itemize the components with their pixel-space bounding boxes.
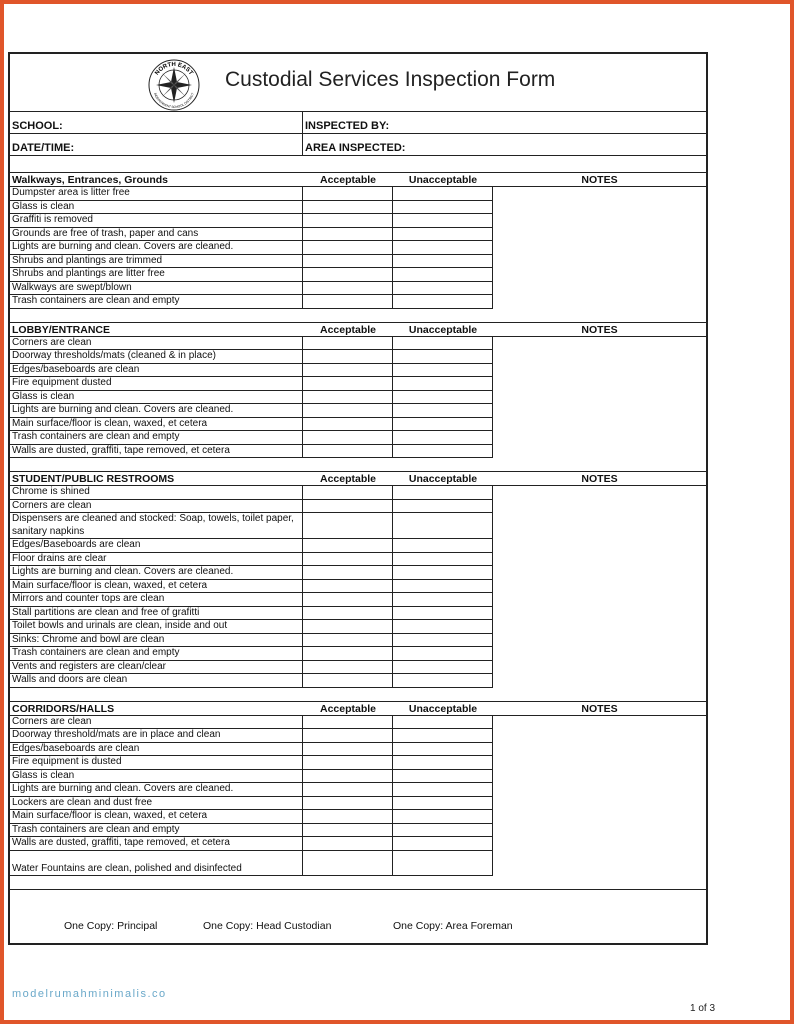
checklist-item-label: Toilet bowls and urinals are clean, inside and out [10,620,303,634]
checklist-row [10,337,706,351]
unacceptable-cell[interactable] [393,187,493,201]
notes-cell[interactable] [493,377,706,391]
unacceptable-cell[interactable] [393,201,493,215]
unacceptable-cell[interactable] [393,228,493,242]
form-title: Custodial Services Inspection Form [225,68,556,91]
notes-cell[interactable] [493,607,706,621]
unacceptable-cell[interactable] [393,268,493,282]
checklist-item-label: Corners are clean [10,716,303,730]
checklist-item-label: Corners are clean [10,500,303,514]
notes-cell[interactable] [493,743,706,757]
checklist-item-label: Doorway thresholds/mats (cleaned & in place) [10,350,303,364]
checklist-row [10,553,706,567]
unacceptable-cell[interactable] [393,647,493,661]
unacceptable-cell[interactable] [393,810,493,824]
section-header [10,173,706,187]
acceptable-cell[interactable] [303,743,393,757]
unacceptable-cell[interactable] [393,837,493,851]
checklist-item-label: Grounds are free of trash, paper and cans [10,228,303,242]
checklist-item-label: Mirrors and counter tops are clean [10,593,303,607]
unacceptable-cell[interactable] [393,337,493,351]
checklist-item-label: Fire equipment is dusted [10,756,303,770]
acceptable-cell[interactable] [303,797,393,811]
checklist-item-label: Water Fountains are clean, polished and disinfected [10,851,303,877]
section-gap [10,458,706,471]
info-row-2 [10,134,706,156]
unacceptable-cell[interactable] [393,391,493,405]
checklist-item-label: Shrubs and plantings are litter free [10,268,303,282]
inspected-by-field[interactable]: INSPECTED BY: [305,120,390,132]
checklist-sections [10,173,706,890]
checklist-row [10,729,706,743]
checklist-rows [10,337,706,459]
checklist-item-label: Trash containers are clean and empty [10,824,303,838]
checklist-item-label: Lights are burning and clean. Covers are cleaned. [10,566,303,580]
acceptable-cell[interactable] [303,674,393,688]
acceptable-cell[interactable] [303,810,393,824]
checklist-item-label: Main surface/floor is clean, waxed, et cetera [10,810,303,824]
acceptable-cell[interactable] [303,431,393,445]
notes-cell[interactable] [493,810,706,824]
acceptable-cell[interactable] [303,391,393,405]
notes-header: NOTES [581,174,618,186]
unacceptable-cell[interactable] [393,674,493,688]
checklist-section [10,702,706,891]
notes-cell[interactable] [493,214,706,228]
unacceptable-cell[interactable] [393,729,493,743]
checklist-item-label: Trash containers are clean and empty [10,431,303,445]
notes-cell[interactable] [493,539,706,553]
checklist-row [10,566,706,580]
notes-cell[interactable] [493,756,706,770]
acceptable-cell[interactable] [303,553,393,567]
checklist-item-label: Doorway threshold/mats are in place and clean [10,729,303,743]
unacceptable-cell[interactable] [393,756,493,770]
checklist-item-label: Walls and doors are clean [10,674,303,688]
acceptable-cell[interactable] [303,824,393,838]
acceptable-header: Acceptable [319,702,377,715]
compass-logo-icon [147,58,201,112]
section-header [10,702,706,716]
notes-cell[interactable] [493,404,706,418]
unacceptable-cell[interactable] [393,241,493,255]
notes-cell[interactable] [493,500,706,514]
checklist-row [10,486,706,500]
acceptable-cell[interactable] [303,837,393,851]
acceptable-cell[interactable] [303,783,393,797]
unacceptable-cell[interactable] [393,743,493,757]
acceptable-cell[interactable] [303,539,393,553]
notes-cell[interactable] [493,445,706,459]
checklist-item-label: Edges/baseboards are clean [10,743,303,757]
section-title: CORRIDORS/HALLS [12,702,115,715]
checklist-item-label: Edges/Baseboards are clean [10,539,303,553]
unacceptable-cell[interactable] [393,377,493,391]
notes-cell[interactable] [493,187,706,201]
notes-cell[interactable] [493,228,706,242]
checklist-row [10,187,706,201]
notes-cell[interactable] [493,729,706,743]
notes-cell[interactable] [493,837,706,851]
notes-cell[interactable] [493,241,706,255]
logo-top-text: NORTH EAST [154,61,194,77]
acceptable-cell[interactable] [303,647,393,661]
checklist-row [10,445,706,459]
checklist-item-label: Main surface/floor is clean, waxed, et cetera [10,580,303,594]
acceptable-cell[interactable] [303,337,393,351]
checklist-item-label: Vents and registers are clean/clear [10,661,303,675]
checklist-row [10,824,706,838]
unacceptable-cell[interactable] [393,553,493,567]
checklist-item-label: Chrome is shined [10,486,303,500]
checklist-row [10,513,706,539]
checklist-item-label: Lights are burning and clean. Covers are cleaned. [10,783,303,797]
checklist-row [10,377,706,391]
checklist-item-label: Glass is clean [10,391,303,405]
checklist-row [10,756,706,770]
area-inspected-field[interactable]: AREA INSPECTED: [305,142,406,154]
acceptable-cell[interactable] [303,566,393,580]
notes-header: NOTES [581,473,618,485]
notes-cell[interactable] [493,647,706,661]
logo-bottom-text: INDEPENDENT SCHOOL DISTRICT [152,92,196,110]
checklist-row [10,350,706,364]
acceptable-cell[interactable] [303,350,393,364]
unacceptable-cell[interactable] [393,486,493,500]
checklist-row [10,674,706,688]
form-header [10,54,706,112]
unacceptable-cell[interactable] [393,797,493,811]
checklist-row [10,647,706,661]
acceptable-cell[interactable] [303,241,393,255]
unacceptable-cell[interactable] [393,770,493,784]
acceptable-cell[interactable] [303,282,393,296]
unacceptable-cell[interactable] [393,445,493,459]
checklist-row [10,391,706,405]
unacceptable-cell[interactable] [393,593,493,607]
notes-cell[interactable] [493,350,706,364]
notes-cell[interactable] [493,391,706,405]
notes-cell[interactable] [493,770,706,784]
info-row-1 [10,112,706,134]
copy-area-foreman: One Copy: Area Foreman [393,920,513,932]
acceptable-cell[interactable] [303,201,393,215]
checklist-row [10,661,706,675]
notes-header: NOTES [581,702,618,715]
checklist-row [10,716,706,730]
checklist-row [10,214,706,228]
checklist-row [10,743,706,757]
checklist-item-label: Lights are burning and clean. Covers are cleaned. [10,404,303,418]
checklist-row [10,282,706,296]
acceptable-cell[interactable] [303,729,393,743]
notes-cell[interactable] [493,716,706,730]
acceptable-cell[interactable] [303,513,393,539]
acceptable-cell[interactable] [303,255,393,269]
checklist-row [10,255,706,269]
checklist-row [10,593,706,607]
section-gap [10,688,706,701]
unacceptable-cell[interactable] [393,364,493,378]
checklist-item-label: Dispensers are cleaned and stocked: Soap, towels, toilet paper, sanitary napkins [10,513,303,539]
acceptable-cell[interactable] [303,500,393,514]
unacceptable-cell[interactable] [393,350,493,364]
acceptable-cell[interactable] [303,770,393,784]
unacceptable-cell[interactable] [393,539,493,553]
checklist-item-label: Main surface/floor is clean, waxed, et cetera [10,418,303,432]
unacceptable-cell[interactable] [393,500,493,514]
checklist-row [10,228,706,242]
acceptable-cell[interactable] [303,445,393,459]
unacceptable-cell[interactable] [393,295,493,309]
acceptable-cell[interactable] [303,364,393,378]
notes-cell[interactable] [493,566,706,580]
school-field[interactable]: SCHOOL: [10,112,303,133]
section-header [10,472,706,486]
unacceptable-cell[interactable] [393,431,493,445]
checklist-item-label: Trash containers are clean and empty [10,647,303,661]
checklist-rows [10,486,706,688]
acceptable-cell[interactable] [303,486,393,500]
acceptable-cell[interactable] [303,716,393,730]
acceptable-cell[interactable] [303,661,393,675]
checklist-item-label: Dumpster area is litter free [10,187,303,201]
notes-cell[interactable] [493,337,706,351]
checklist-row [10,500,706,514]
notes-cell[interactable] [493,620,706,634]
checklist-row [10,295,706,309]
acceptable-cell[interactable] [303,228,393,242]
notes-cell[interactable] [493,593,706,607]
watermark: modelrumahminimalis.co [12,988,167,1000]
checklist-rows [10,716,706,877]
notes-cell[interactable] [493,580,706,594]
checklist-row [10,810,706,824]
checklist-row [10,268,706,282]
notes-cell[interactable] [493,783,706,797]
copy-principal: One Copy: Principal [64,920,158,932]
checklist-item-label: Lockers are clean and dust free [10,797,303,811]
checklist-row [10,837,706,851]
unacceptable-header: Unacceptable [408,323,478,336]
unacceptable-cell[interactable] [393,404,493,418]
acceptable-cell[interactable] [303,851,393,877]
checklist-item-label: Glass is clean [10,201,303,215]
unacceptable-cell[interactable] [393,634,493,648]
acceptable-header: Acceptable [319,473,377,485]
acceptable-cell[interactable] [303,214,393,228]
checklist-row [10,418,706,432]
checklist-item-label: Glass is clean [10,770,303,784]
checklist-item-label: Trash containers are clean and empty [10,295,303,309]
notes-cell[interactable] [493,282,706,296]
checklist-row [10,607,706,621]
acceptable-cell[interactable] [303,607,393,621]
checklist-row [10,580,706,594]
acceptable-cell[interactable] [303,634,393,648]
checklist-row [10,364,706,378]
unacceptable-cell[interactable] [393,716,493,730]
checklist-item-label: Shrubs and plantings are trimmed [10,255,303,269]
checklist-row [10,783,706,797]
notes-cell[interactable] [493,295,706,309]
acceptable-cell[interactable] [303,620,393,634]
acceptable-cell[interactable] [303,377,393,391]
notes-cell[interactable] [493,418,706,432]
unacceptable-cell[interactable] [393,255,493,269]
notes-cell[interactable] [493,201,706,215]
acceptable-cell[interactable] [303,268,393,282]
notes-cell[interactable] [493,255,706,269]
notes-cell[interactable] [493,661,706,675]
checklist-section [10,472,706,702]
page-number: 1 of 3 [690,1003,716,1014]
checklist-item-label: Walls are dusted, graffiti, tape removed, et cetera [10,445,303,459]
notes-cell[interactable] [493,797,706,811]
acceptable-header: Acceptable [319,323,377,336]
notes-cell[interactable] [493,553,706,567]
checklist-row [10,431,706,445]
notes-cell[interactable] [493,268,706,282]
checklist-item-label: Corners are clean [10,337,303,351]
section-gap [10,876,706,889]
notes-cell[interactable] [493,851,706,877]
checklist-item-label: Floor drains are clear [10,553,303,567]
unacceptable-cell[interactable] [393,783,493,797]
acceptable-cell[interactable] [303,404,393,418]
date-time-field[interactable]: DATE/TIME: [10,134,303,155]
checklist-item-label: Edges/baseboards are clean [10,364,303,378]
notes-cell[interactable] [493,364,706,378]
checklist-item-label: Walls are dusted, graffiti, tape removed, et cetera [10,837,303,851]
acceptable-cell[interactable] [303,187,393,201]
unacceptable-cell[interactable] [393,214,493,228]
unacceptable-cell[interactable] [393,418,493,432]
checklist-row [10,404,706,418]
checklist-item-label: Fire equipment dusted [10,377,303,391]
section-title: LOBBY/ENTRANCE [12,323,111,336]
checklist-row [10,241,706,255]
checklist-row [10,770,706,784]
checklist-item-label: Stall partitions are clean and free of grafitti [10,607,303,621]
checklist-row [10,851,706,877]
checklist-row [10,634,706,648]
notes-cell[interactable] [493,486,706,500]
unacceptable-cell[interactable] [393,620,493,634]
acceptable-cell[interactable] [303,580,393,594]
unacceptable-cell[interactable] [393,580,493,594]
notes-cell[interactable] [493,674,706,688]
checklist-item-label: Walkways are swept/blown [10,282,303,296]
checklist-item-label: Graffiti is removed [10,214,303,228]
acceptable-cell[interactable] [303,756,393,770]
unacceptable-header: Unacceptable [408,702,478,715]
unacceptable-cell[interactable] [393,851,493,877]
unacceptable-header: Unacceptable [408,174,478,186]
checklist-section [10,323,706,473]
unacceptable-cell[interactable] [393,824,493,838]
section-header [10,323,706,337]
notes-cell[interactable] [493,634,706,648]
notes-cell[interactable] [493,431,706,445]
section-gap [10,309,706,322]
unacceptable-cell[interactable] [393,607,493,621]
checklist-row [10,539,706,553]
spacer [10,156,706,173]
checklist-item-label: Sinks: Chrome and bowl are clean [10,634,303,648]
notes-cell[interactable] [493,824,706,838]
inspection-form [8,52,708,945]
checklist-section [10,173,706,323]
checklist-item-label: Lights are burning and clean. Covers are cleaned. [10,241,303,255]
acceptable-cell[interactable] [303,295,393,309]
notes-cell[interactable] [493,513,706,539]
unacceptable-cell[interactable] [393,661,493,675]
unacceptable-cell[interactable] [393,282,493,296]
section-title: STUDENT/PUBLIC RESTROOMS [12,473,175,485]
copy-head-custodian: One Copy: Head Custodian [203,920,332,932]
checklist-row [10,201,706,215]
acceptable-cell[interactable] [303,418,393,432]
notes-header: NOTES [581,323,618,336]
checklist-rows [10,187,706,309]
section-title: Walkways, Entrances, Grounds [12,174,168,186]
unacceptable-header: Unacceptable [408,473,478,485]
checklist-row [10,620,706,634]
acceptable-header: Acceptable [319,174,377,186]
checklist-row [10,797,706,811]
unacceptable-cell[interactable] [393,513,493,539]
acceptable-cell[interactable] [303,593,393,607]
unacceptable-cell[interactable] [393,566,493,580]
